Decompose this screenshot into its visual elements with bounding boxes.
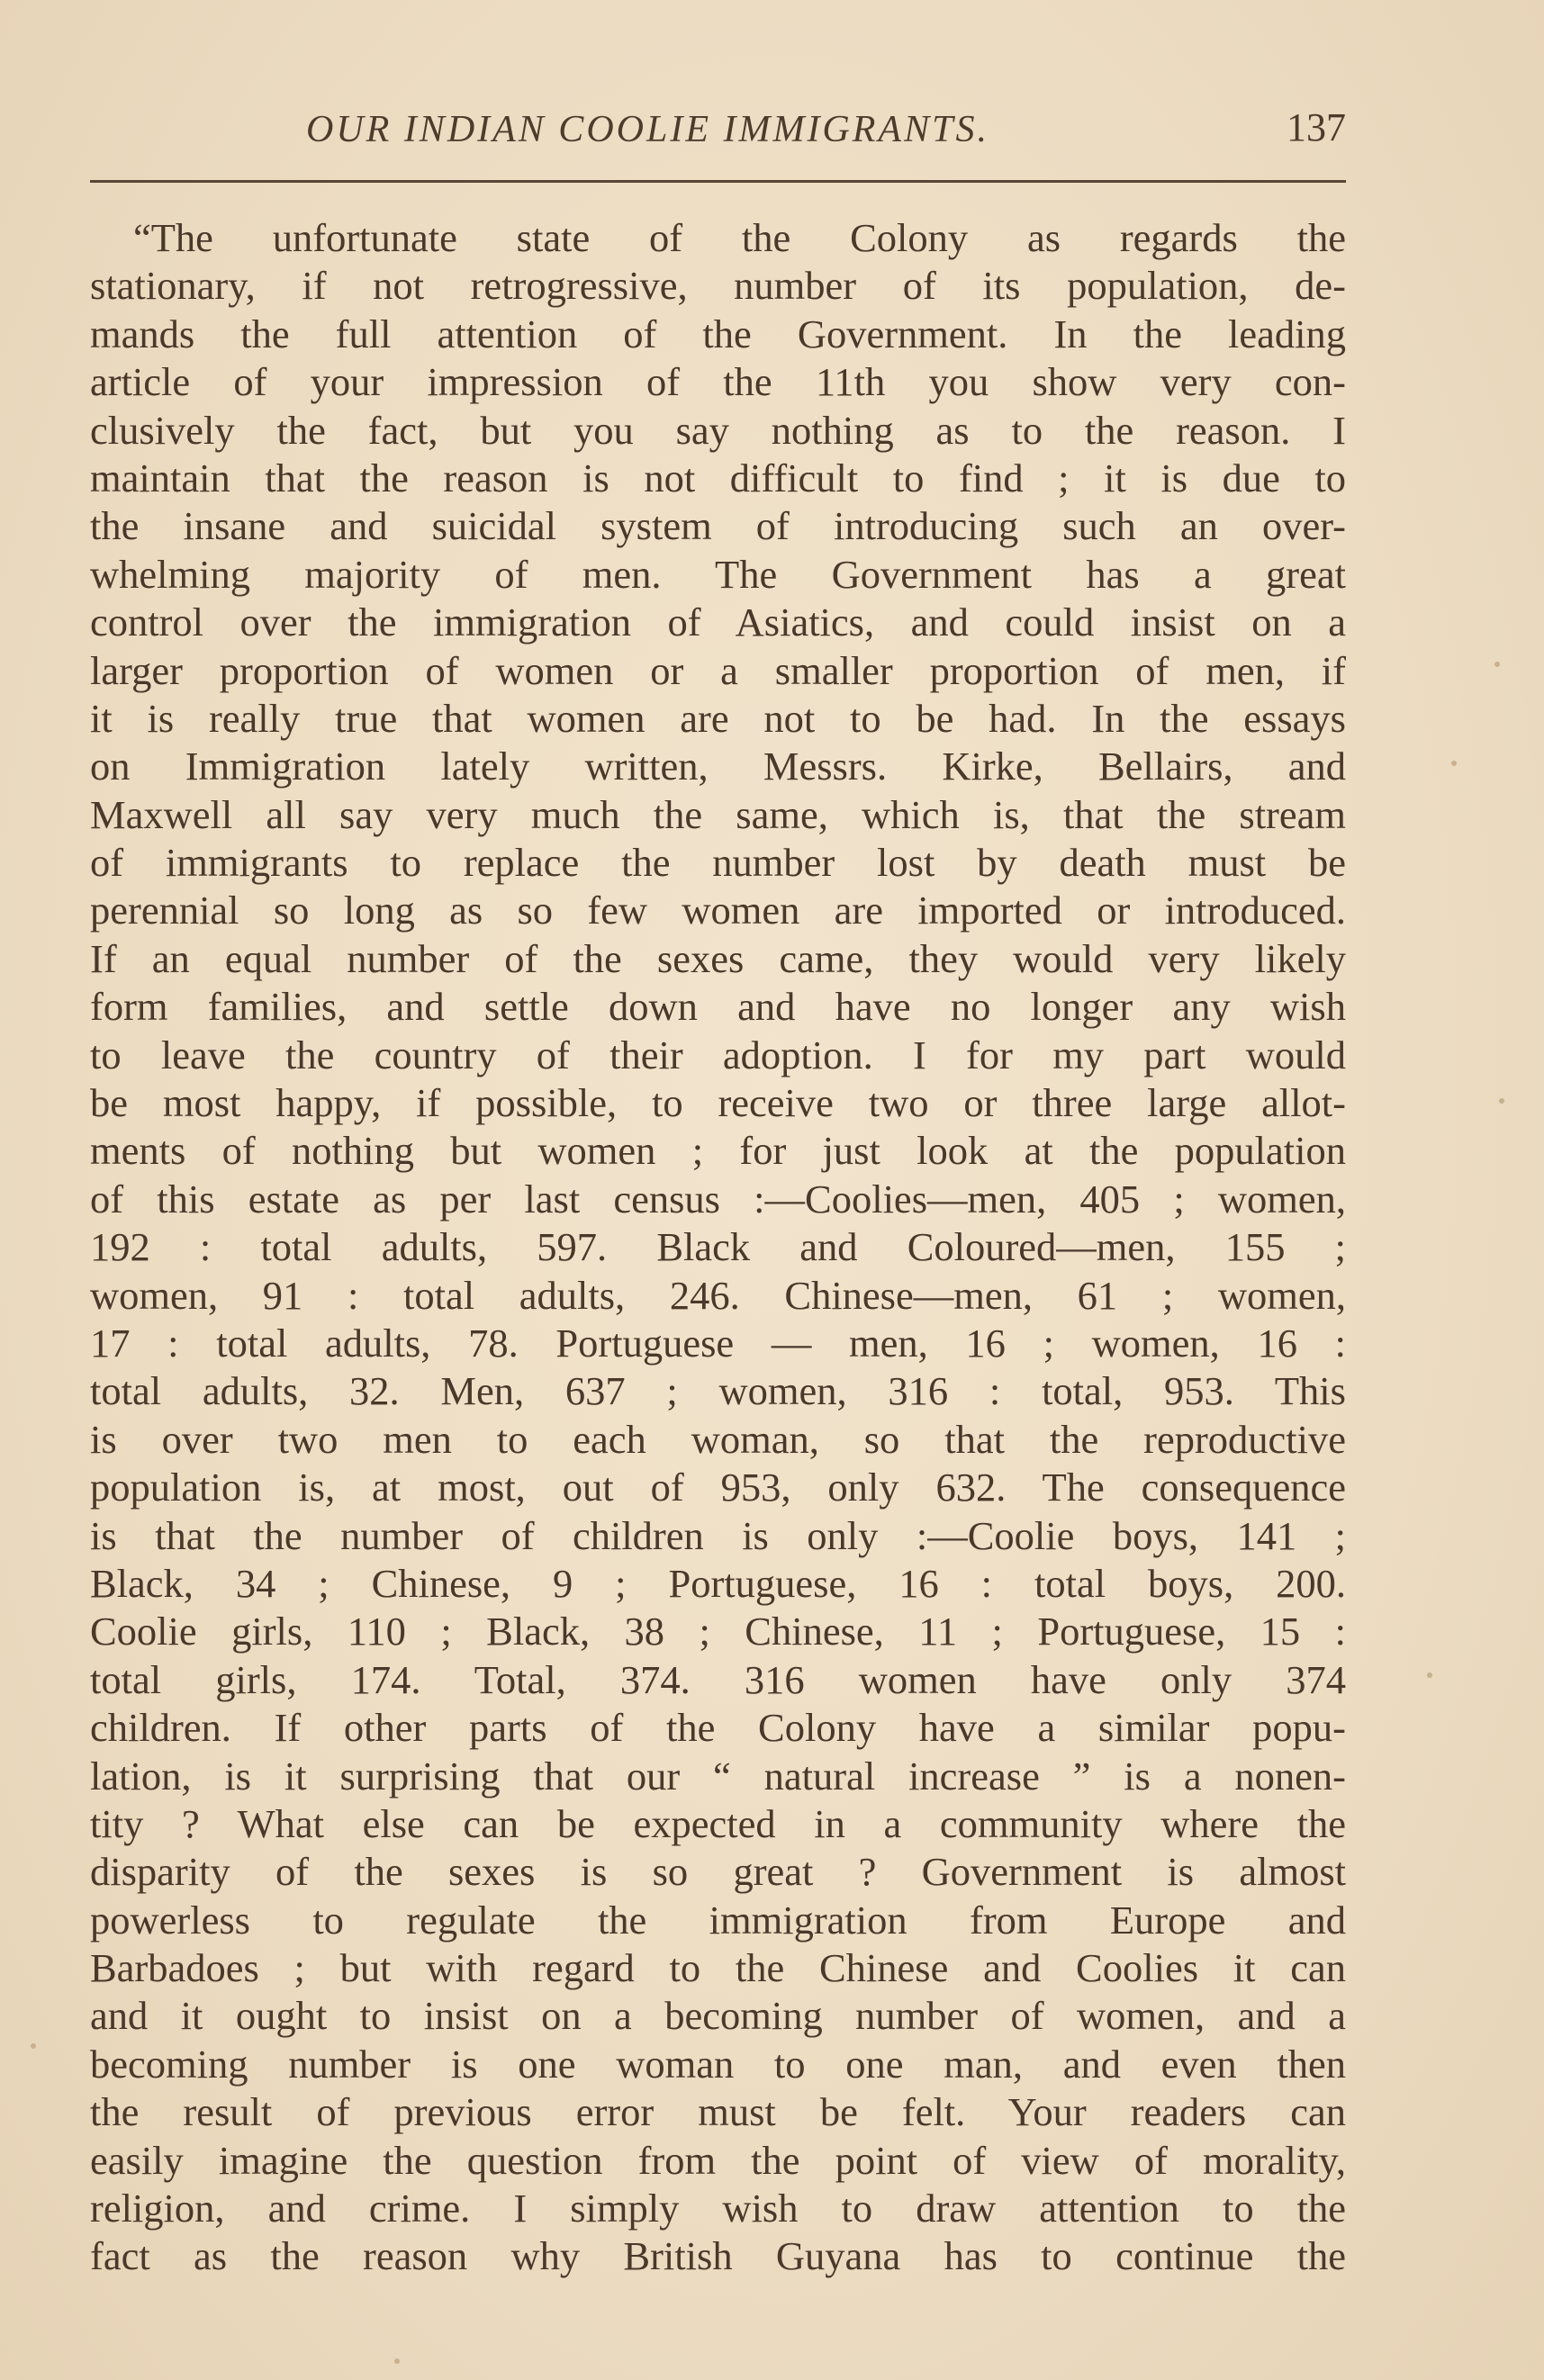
text-line: Coolie girls, 110 ; Black, 38 ; Chinese, 11 ; Portuguese, 15 :	[90, 1609, 1346, 1654]
paper-speck	[394, 2358, 400, 2364]
text-line: Black, 34 ; Chinese, 9 ; Portuguese, 16 : total boys, 200.	[90, 1560, 1346, 1606]
text-line: it is really true that women are not to be had. In the essays	[90, 695, 1346, 741]
text-line: whelming majority of men. The Government has a great	[90, 551, 1346, 597]
paper-speck	[1427, 1672, 1432, 1678]
header-rule	[90, 180, 1346, 183]
text-line: population is, at most, out of 953, only 632. The consequence	[90, 1465, 1346, 1510]
paper-speck	[1499, 1098, 1504, 1104]
text-line: tity ? What else can be expected in a community where the	[90, 1800, 1346, 1846]
text-line: perennial so long as so few women are imported or introduced.	[90, 888, 1346, 933]
text-line: total girls, 174. Total, 374. 316 women have only 374	[90, 1656, 1346, 1702]
text-line: lation, is it surprising that our “ natural increase ” is a nonen-	[90, 1753, 1346, 1799]
paper-speck	[1451, 761, 1457, 766]
text-line: 192 : total adults, 597. Black and Coloured—men, 155 ;	[90, 1224, 1346, 1270]
text-line: fact as the reason why British Guyana has to continue the	[90, 2233, 1346, 2279]
text-line: total adults, 32. Men, 637 ; women, 316 : total, 953. This	[90, 1368, 1346, 1414]
page-number: 137	[1287, 105, 1346, 149]
text-line: ments of nothing but women ; for just look at the population	[90, 1128, 1346, 1174]
text-line: disparity of the sexes is so great ? Government is almost	[90, 1849, 1346, 1895]
text-line: the insane and suicidal system of introducing such an over-	[90, 503, 1346, 549]
text-line: form families, and settle down and have no longer any wish	[90, 984, 1346, 1030]
text-line: becoming number is one woman to one man, and even then	[90, 2041, 1346, 2087]
text-line: control over the immigration of Asiatics, and could insist on a	[90, 600, 1346, 645]
text-line: maintain that the reason is not difficult to find ; it is due to	[90, 455, 1346, 500]
text-line: of this estate as per last census :—Coolies—men, 405 ; women,	[90, 1176, 1346, 1222]
text-line: clusively the fact, but you say nothing as to the reason. I	[90, 407, 1346, 453]
text-line: 17 : total adults, 78. Portuguese — men, 16 ; women, 16 :	[90, 1320, 1346, 1366]
text-line: children. If other parts of the Colony have a similar popu-	[90, 1705, 1346, 1751]
body-paragraph	[90, 214, 1346, 2281]
text-line: Barbadoes ; but with regard to the Chinese and Coolies it can	[90, 1945, 1346, 1991]
text-line: mands the full attention of the Government. In the leading	[90, 311, 1346, 356]
text-line: to leave the country of their adoption. I for my part would	[90, 1032, 1346, 1077]
text-line: on Immigration lately written, Messrs. Kirke, Bellairs, and	[90, 744, 1346, 789]
page-header	[90, 105, 1346, 162]
text-line: If an equal number of the sexes came, they would very likely	[90, 935, 1346, 981]
text-line: religion, and crime. I simply wish to draw attention to the	[90, 2186, 1346, 2231]
text-line: be most happy, if possible, to receive two or three large allot-	[90, 1080, 1346, 1126]
paper-speck	[31, 2043, 36, 2049]
paper-speck	[1494, 662, 1500, 667]
text-line: is that the number of children is only :—Coolie boys, 141 ;	[90, 1512, 1346, 1558]
text-line: women, 91 : total adults, 246. Chinese—men, 61 ; women,	[90, 1272, 1346, 1318]
text-line: of immigrants to replace the number lost by death must be	[90, 840, 1346, 886]
text-line: article of your impression of the 11th you show very con-	[90, 359, 1346, 405]
text-line: stationary, if not retrogressive, number of its population, de-	[90, 263, 1346, 309]
text-line: the result of previous error must be felt. Your readers can	[90, 2089, 1346, 2135]
text-line: “The unfortunate state of the Colony as regards the	[133, 215, 1346, 260]
running-title: OUR INDIAN COOLIE IMMIGRANTS.	[306, 109, 989, 150]
text-line: larger proportion of women or a smaller proportion of men, if	[90, 647, 1346, 693]
text-line: Maxwell all say very much the same, which is, that the stream	[90, 791, 1346, 837]
text-line: and it ought to insist on a becoming number of women, and a	[90, 1993, 1346, 2039]
text-line: easily imagine the question from the point of view of morality,	[90, 2137, 1346, 2183]
text-line: is over two men to each woman, so that the reproductive	[90, 1416, 1346, 1462]
text-line: powerless to regulate the immigration from Europe and	[90, 1897, 1346, 1943]
